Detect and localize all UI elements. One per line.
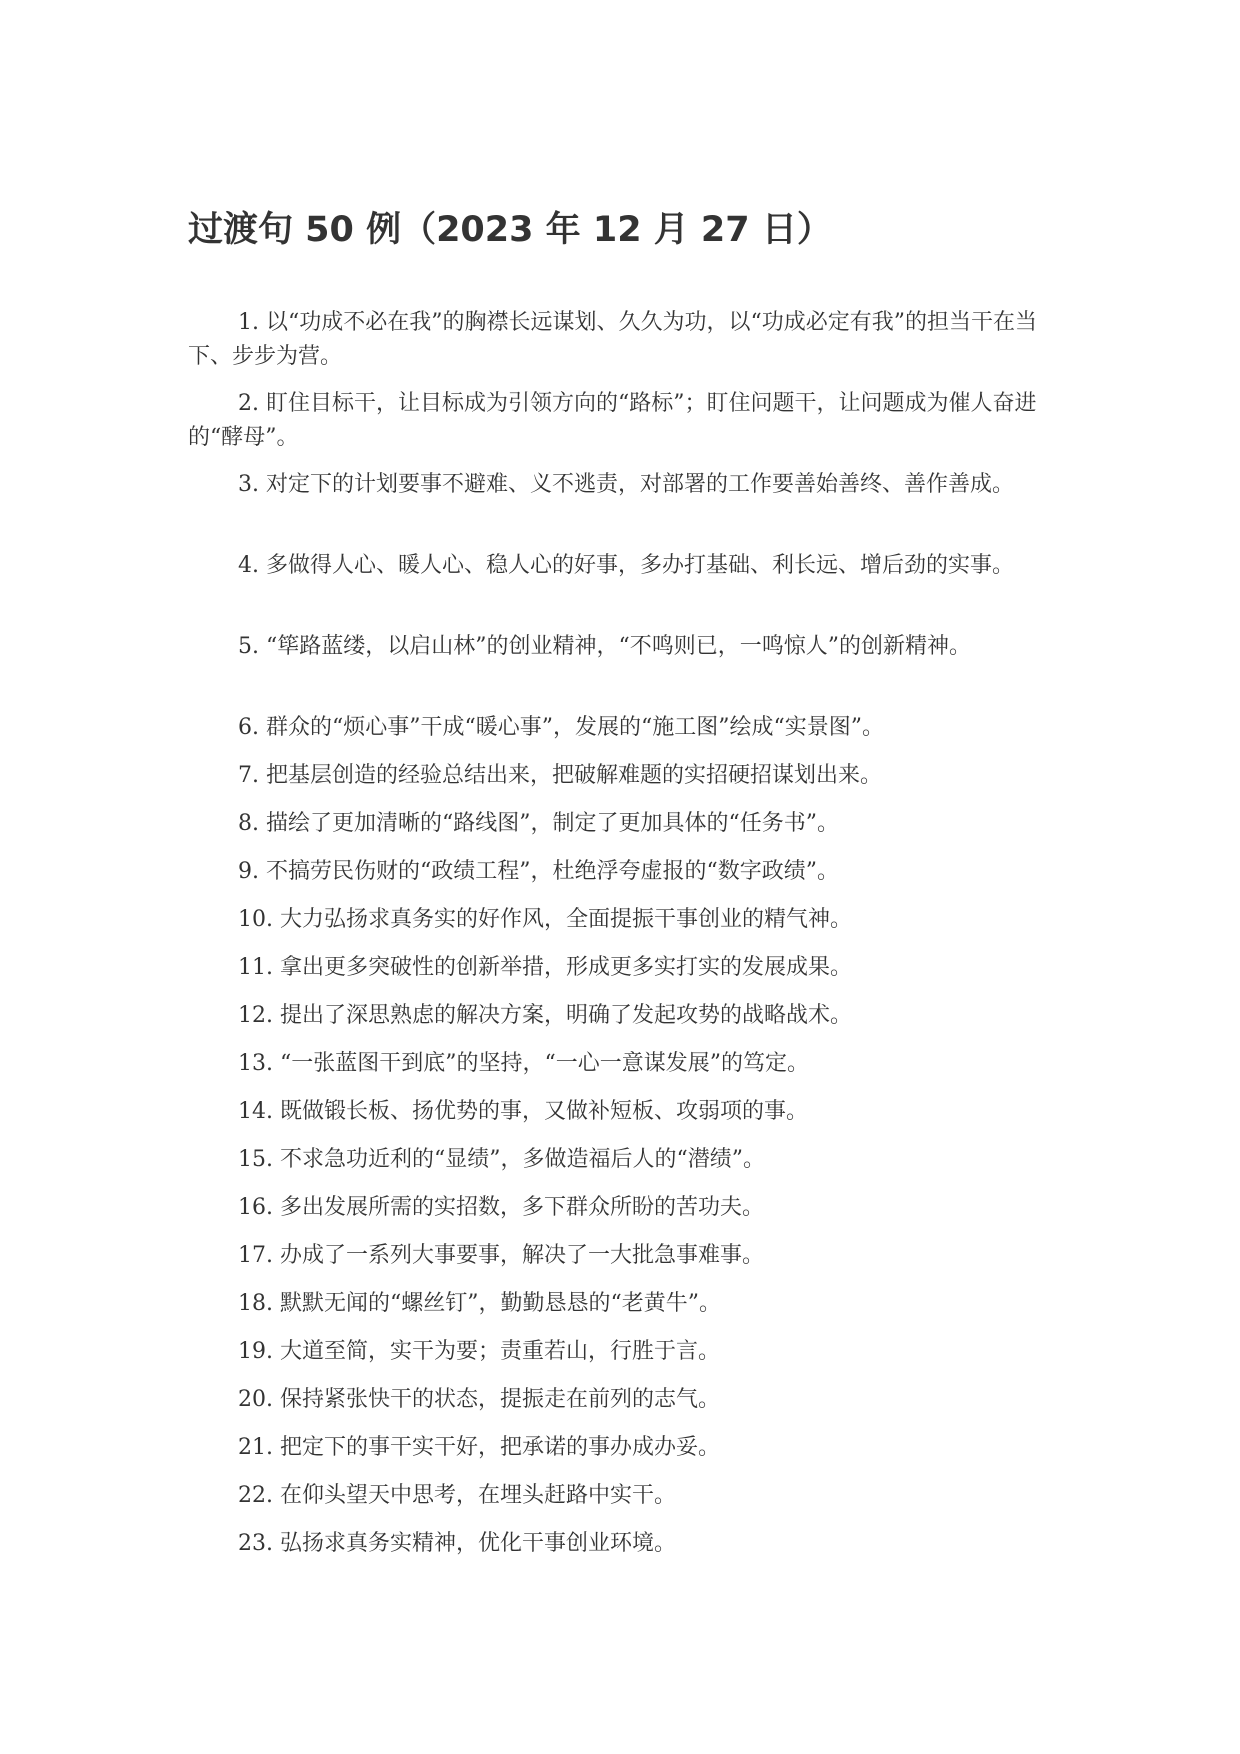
- list-item: 21. 把定下的事干实干好，把承诺的事办成办妥。: [238, 1435, 720, 1460]
- list-item: 12. 提出了深思熟虑的解决方案，明确了发起攻势的战略战术。: [238, 1003, 852, 1028]
- list-item: 22. 在仰头望天中思考，在埋头赶路中实干。: [238, 1483, 676, 1508]
- list-item: 13. “一张蓝图干到底”的坚持，“一心一意谋发展”的笃定。: [238, 1051, 809, 1076]
- list-item: 5. “筚路蓝缕，以启山林”的创业精神，“不鸣则已，一鸣惊人”的创新精神。: [238, 634, 971, 659]
- list-item: 9. 不搞劳民伤财的“政绩工程”，杜绝浮夸虚报的“数字政绩”。: [238, 859, 839, 884]
- list-item: 2. 盯住目标干，让目标成为引领方向的“路标”；盯住问题干，让问题成为催人奋进的“酵母”。: [188, 391, 1037, 450]
- list-item: 7. 把基层创造的经验总结出来，把破解难题的实招硬招谋划出来。: [238, 763, 882, 788]
- list-item: 10. 大力弘扬求真务实的好作风，全面提振干事创业的精气神。: [238, 907, 852, 932]
- document-title: 过渡句 50 例（2023 年 12 月 27 日）: [188, 210, 832, 250]
- list-item: 6. 群众的“烦心事”干成“暖心事”，发展的“施工图”绘成“实景图”。: [238, 715, 884, 740]
- list-item: 19. 大道至简，实干为要；责重若山，行胜于言。: [238, 1339, 720, 1364]
- list-item: 15. 不求急功近利的“显绩”，多做造福后人的“潜绩”。: [238, 1147, 765, 1172]
- list-item: 23. 弘扬求真务实精神，优化干事创业环境。: [238, 1531, 676, 1556]
- list-item: 20. 保持紧张快干的状态，提振走在前列的志气。: [238, 1387, 720, 1412]
- list-item: 3. 对定下的计划要事不避难、义不逃责，对部署的工作要善始善终、善作善成。: [238, 472, 1014, 497]
- list-item: 18. 默默无闻的“螺丝钉”，勤勤恳恳的“老黄牛”。: [238, 1291, 721, 1316]
- list-item: 16. 多出发展所需的实招数，多下群众所盼的苦功夫。: [238, 1195, 764, 1220]
- list-item: 17. 办成了一系列大事要事，解决了一大批急事难事。: [238, 1243, 764, 1268]
- transition-sentence-list: [188, 306, 1054, 1575]
- list-item: 1. 以“功成不必在我”的胸襟长远谋划、久久为功，以“功成必定有我”的担当干在当下、步步为营。: [188, 310, 1037, 369]
- list-item: 8. 描绘了更加清晰的“路线图”，制定了更加具体的“任务书”。: [238, 811, 839, 836]
- list-item: 14. 既做锻长板、扬优势的事，又做补短板、攻弱项的事。: [238, 1099, 808, 1124]
- list-item: 4. 多做得人心、暖人心、稳人心的好事，多办打基础、利长远、增后劲的实事。: [238, 553, 1014, 578]
- list-item: 11. 拿出更多突破性的创新举措，形成更多实打实的发展成果。: [238, 955, 852, 980]
